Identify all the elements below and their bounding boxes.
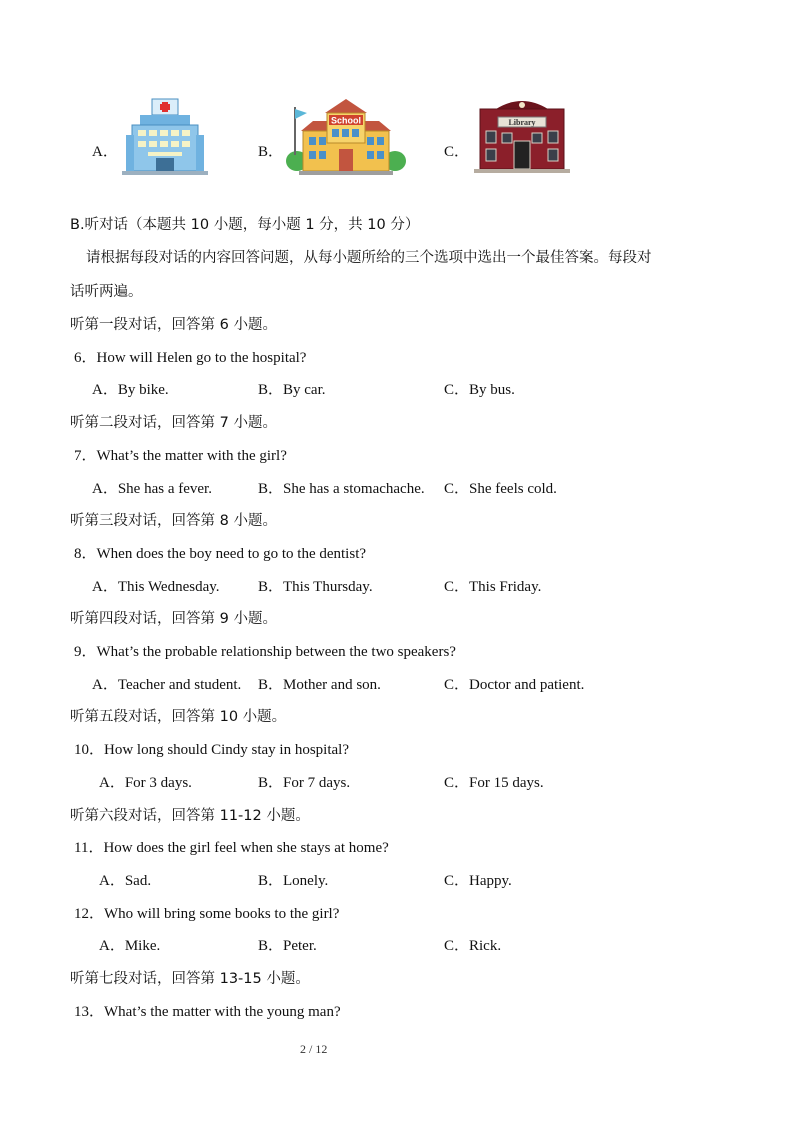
option-a[interactable]: A．Teacher and student. — [92, 677, 242, 693]
question-stem: 12．Who will bring some books to the girl? — [74, 906, 340, 922]
answer-options — [0, 771, 800, 795]
option-c[interactable]: C．She feels cold. — [444, 481, 557, 497]
school-picture — [285, 95, 407, 177]
school-sign: School — [330, 115, 362, 126]
library-sign: Library — [508, 118, 536, 127]
option-b[interactable]: B．She has a stomachache. — [258, 481, 425, 497]
dialogue-cue: 听第五段对话，回答第 10 小题。 — [70, 709, 287, 725]
dialogue-cue: 听第一段对话，回答第 6 小题。 — [70, 317, 277, 333]
hospital-picture — [118, 95, 210, 177]
dialogue-cue: 听第三段对话，回答第 8 小题。 — [70, 513, 277, 529]
dialogue-cue: 听第四段对话，回答第 9 小题。 — [70, 611, 277, 627]
option-c[interactable]: C．For 15 days. — [444, 775, 544, 791]
library-picture — [472, 95, 572, 177]
answer-options — [0, 673, 800, 697]
question-stem: 6．How will Helen go to the hospital? — [74, 350, 307, 366]
option-b[interactable]: B．Mother and son. — [258, 677, 381, 693]
option-a-label: A． — [92, 144, 118, 160]
option-a[interactable]: A．Mike. — [99, 938, 161, 954]
question-stem: 9．What’s the probable relationship between the two speakers? — [74, 644, 456, 660]
question-stem: 10．How long should Cindy stay in hospital? — [74, 742, 349, 758]
option-a[interactable]: A．Sad. — [99, 873, 152, 889]
dialogue-cue: 听第七段对话，回答第 13-15 小题。 — [70, 971, 310, 987]
dialogue-cue: 听第六段对话，回答第 11-12 小题。 — [70, 808, 310, 824]
option-a[interactable]: A．By bike. — [92, 382, 169, 398]
option-a[interactable]: A．For 3 days. — [99, 775, 192, 791]
question-stem: 8．When does the boy need to go to the dentist? — [74, 546, 367, 562]
dialogue-cue: 听第二段对话，回答第 7 小题。 — [70, 415, 277, 431]
question-stem: 11．How does the girl feel when she stays at home? — [74, 840, 389, 856]
answer-options — [0, 869, 800, 893]
option-c[interactable]: C．Doctor and patient. — [444, 677, 585, 693]
question-stem: 7．What’s the matter with the girl? — [74, 448, 287, 464]
section-title: B.听对话（本题共 10 小题，每小题 1 分，共 10 分） — [70, 217, 420, 233]
question-stem: 13．What’s the matter with the young man? — [74, 1004, 341, 1020]
option-c[interactable]: C．Happy. — [444, 873, 512, 889]
page-number: 2 / 12 — [300, 1042, 328, 1056]
section-instruction-line2: 话听两遍。 — [70, 284, 143, 300]
option-a[interactable]: A．She has a fever. — [92, 481, 212, 497]
option-b[interactable]: B．By car. — [258, 382, 326, 398]
option-b[interactable]: B．For 7 days. — [258, 775, 351, 791]
option-b[interactable]: B．Peter. — [258, 938, 317, 954]
option-b[interactable]: B．Lonely. — [258, 873, 329, 889]
option-c[interactable]: C．By bus. — [444, 382, 515, 398]
option-b[interactable]: B．This Thursday. — [258, 579, 373, 595]
answer-options — [0, 477, 800, 501]
option-c[interactable]: C．This Friday. — [444, 579, 542, 595]
option-b-label: B． — [258, 144, 284, 160]
option-a[interactable]: A．This Wednesday. — [92, 579, 220, 595]
answer-options — [0, 934, 800, 958]
option-c[interactable]: C．Rick. — [444, 938, 502, 954]
answer-options — [0, 575, 800, 599]
section-instruction-line1: 请根据每段对话的内容回答问题，从每小题所给的三个选项中选出一个最佳答案。每段对 — [86, 250, 652, 266]
answer-options — [0, 378, 800, 402]
option-c-label: C． — [444, 144, 470, 160]
